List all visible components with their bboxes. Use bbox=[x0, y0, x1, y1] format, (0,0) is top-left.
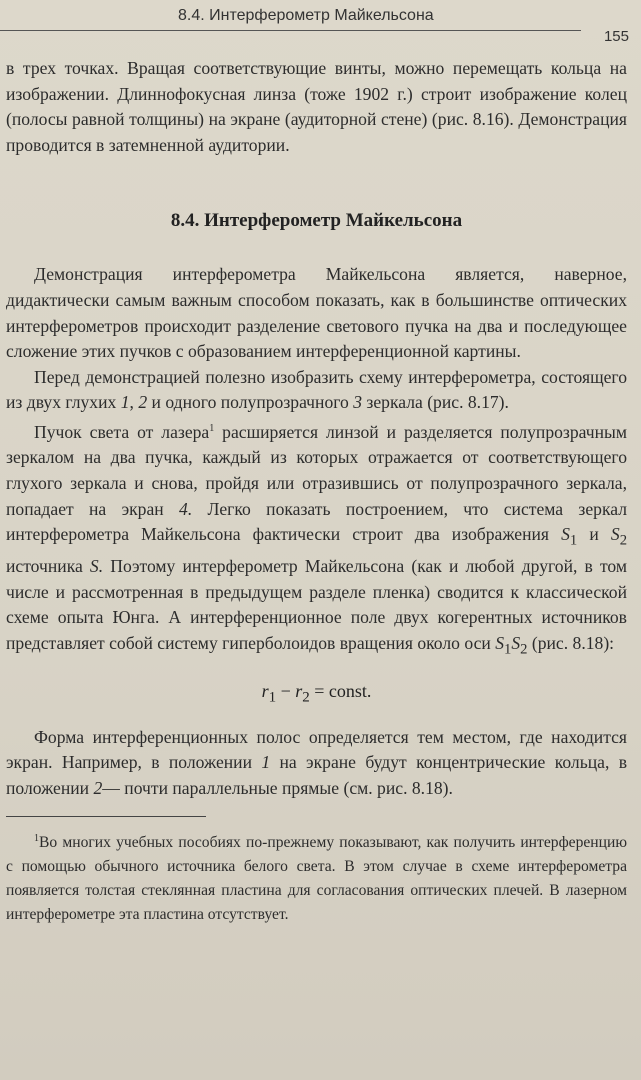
paragraph-2-text-a: Перед демонстрацией полезно изобразить схему интерферометра, состоящего из двух глухих bbox=[6, 366, 627, 413]
axis-s1: S bbox=[495, 633, 504, 654]
paragraph-4-text-c: — почти параллельные прямые (см. рис. 8.18). bbox=[102, 777, 453, 798]
formula bbox=[6, 681, 627, 707]
paragraph-2-text-d: зеркала (рис. 8.17). bbox=[362, 392, 509, 413]
footnote-text: Во многих учебных пособиях по-прежнему показывают, как получить интерференцию с помощью обычного источника белого света. В этом случае в схеме интерферометра появляется толстая стеклянная пластина для согласования оптических плечей. В лазерном интерферометре эта пластина отсутствует. bbox=[6, 833, 627, 923]
paragraph-4 bbox=[6, 725, 627, 802]
paragraph-3-text-f: Поэтому интерферометр Майкельсона (как и любой другой, в том числе и рассмотренная в предыдущем разделе пленка) сводится к классической схеме опыта Юнга. А интерференционное поле двух когерентных источников представляет собой систему гиперболоидов вращения около оси bbox=[6, 556, 627, 654]
mirror-number-3: 3 bbox=[353, 392, 363, 413]
formula-rest: = const. bbox=[309, 681, 372, 702]
header-rule bbox=[0, 30, 581, 31]
footnote bbox=[6, 827, 627, 927]
formula-minus: − bbox=[276, 681, 296, 702]
paragraph-4-text-a: Форма интерференционных полос определяется тем местом, где находится экран. Например, в положении bbox=[6, 726, 627, 773]
position-number-1: 1 bbox=[261, 752, 271, 773]
paragraph-2-text-c: и одного полупрозрачного bbox=[147, 392, 354, 413]
paragraph-4-text-b: на экране будут концентрические кольца, в положении bbox=[6, 752, 627, 798]
paragraph-3-text-d: и bbox=[577, 524, 611, 545]
source-s: S. bbox=[89, 556, 104, 577]
paragraph-2-text-b: , bbox=[129, 392, 139, 413]
formula-r2-index: 2 bbox=[302, 689, 310, 706]
axis-s1-index: 1 bbox=[504, 641, 512, 658]
source-image-s1-index: 1 bbox=[569, 532, 578, 549]
running-head bbox=[0, 0, 641, 44]
section-title: 8.4. Интерферометр Майкельсона bbox=[170, 210, 463, 232]
footnote-reference: 1 bbox=[209, 422, 215, 434]
formula-r1-index: 1 bbox=[268, 689, 277, 706]
position-number-2: 2 bbox=[93, 777, 103, 798]
page-content bbox=[6, 56, 627, 927]
screen-number-4: 4. bbox=[179, 498, 193, 519]
source-image-s2-index: 2 bbox=[619, 532, 628, 549]
mirror-number-1: 1 bbox=[120, 392, 130, 413]
paragraph-3-text-g: (рис. 8.18): bbox=[527, 633, 615, 654]
paragraph-3 bbox=[6, 416, 627, 663]
intro-paragraph: в трех точках. Вращая соответствующие винты, можно перемещать кольца на изображении. Длиннофокусная линза (тоже 1902 г.) строит изображение колец (полосы равной толщины) на экране (аудиторной стене) (рис. 8.16). Демонстрация проводится в затемненной аудитории. bbox=[6, 58, 627, 155]
paragraph-3-text-c: Легко показать построением, что система зеркал интерферометра Майкельсона фактически строит два изображения bbox=[6, 498, 627, 545]
mirror-number-2: 2 bbox=[138, 392, 148, 413]
paragraph-3-text-e: источника bbox=[6, 556, 90, 577]
formula-r1: r bbox=[261, 681, 269, 702]
paragraph-3-text-b: расширяется линзой и разделяется полупрозрачным зеркалом на два пучка, каждый из которых отражается от соответствующего глухого зеркала и снова, пройдя или отразившись от полупрозрачного зеркала, попадает на экран bbox=[6, 421, 628, 519]
page-number: 155 bbox=[603, 28, 629, 45]
paragraph-3-text-a: Пучок света от лазера bbox=[34, 421, 210, 442]
formula-r2: r bbox=[295, 681, 303, 702]
paragraph-2 bbox=[6, 365, 627, 416]
footnote-mark: 1 bbox=[34, 832, 39, 844]
source-image-s2: S bbox=[610, 524, 620, 545]
source-image-s1: S bbox=[561, 524, 570, 545]
axis-s2-index: 2 bbox=[520, 641, 528, 658]
paragraph-1: Демонстрация интерферометра Майкельсона является, наверное, дидактически самым важным способом показать, как в большинстве оптических интерферометров происходит разделение светового пучка на два и последующее сложение этих пучков с образованием интерференционной картины. bbox=[6, 264, 627, 362]
footnote-rule bbox=[6, 816, 206, 817]
axis-s2: S bbox=[511, 633, 521, 654]
running-title: 8.4. Интерферометр Майкельсона bbox=[178, 7, 434, 24]
